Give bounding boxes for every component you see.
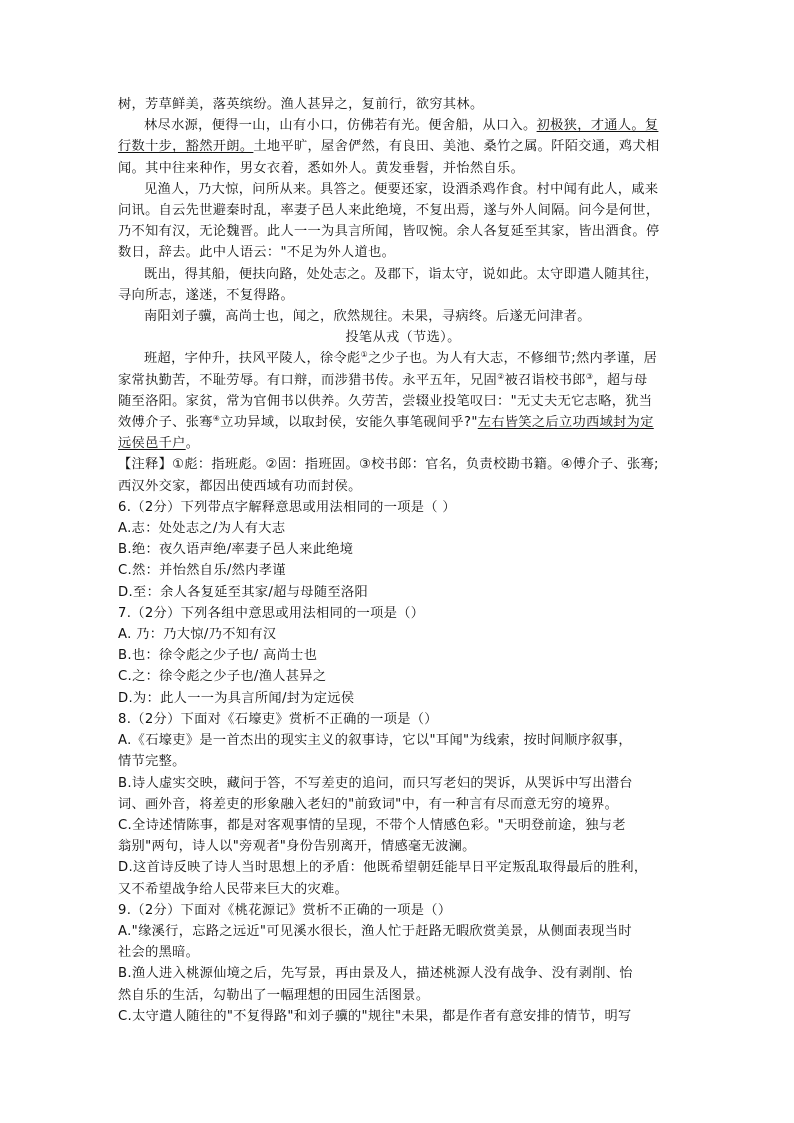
- document-page: [118, 94, 688, 1027]
- text-line: [118, 391, 688, 412]
- text-line: [118, 433, 688, 454]
- text-span: 寻向所志，遂迷，不复得路。: [118, 287, 294, 303]
- text-line: [118, 158, 688, 179]
- question-line: 9.（2分）下面对《桃花源记》赏析不正确的一项是（）: [118, 902, 452, 918]
- text-span: 林尽水源，便得一山，山有小口，仿佛若有光。便舍船，从口入。: [144, 118, 537, 134]
- question-line: B.也：徐令彪之少子也/ 高尚士也: [118, 648, 318, 664]
- text-span: ，超与母: [593, 372, 648, 388]
- text-line: [118, 370, 688, 391]
- text-span: 数日，辞去。此中人语云："不足为外人道也。: [118, 245, 396, 261]
- footnote-marker: ②: [497, 371, 505, 381]
- text-span: 。: [185, 436, 200, 452]
- text-span: 既出，得其船，便扶向路，处处志之。及郡下，诣太守，说如此。太守即遣人随其往，: [144, 266, 659, 282]
- question-line: C.之：徐令彪之少子也/渔人甚异之: [118, 669, 327, 685]
- question-line: 翁别"两句，诗人以"旁观者"身份告别离开，情感毫无波澜。: [118, 839, 476, 855]
- text-span: 南阳刘子骥，高尚士也，闻之，欣然规往。未果，寻病终。后遂无问津者。: [144, 309, 591, 325]
- footnote-marker: ④: [212, 414, 221, 424]
- question-line: 7.（2分）下列各组中意思或用法相同的一项是（）: [118, 605, 425, 621]
- question-line: 情节完整。: [118, 754, 186, 770]
- text-span: 乃不知有汉，无论魏晋。此人一一为具言所闻，皆叹惋。余人各复延至其家，皆出酒食。停: [118, 224, 660, 240]
- text-line: [118, 221, 688, 242]
- question-line: D.这首诗反映了诗人当时思想上的矛盾：他既希望朝廷能早日平定叛乱取得最后的胜利，: [118, 860, 648, 876]
- text-line: [118, 179, 688, 200]
- note-line: 西汉外交家，都因出使西域有功而封侯。: [118, 478, 362, 494]
- text-span: 之少子也。为人有大志，不修细节;然内孝谨，居: [368, 351, 658, 367]
- text-line: [118, 200, 688, 221]
- question-line: B.渔人进入桃源仙境之后，先写景，再由景及人，描述桃源人没有战争、没有剥削、怡: [118, 966, 633, 982]
- text-span: 被召诣校书郎: [504, 372, 586, 388]
- question-line: 词、画外音，将差吏的形象融入老妇的"前致词"中，有一种言有尽而意无穷的境界。: [118, 796, 619, 812]
- question-line: 然自乐的生活，勾勒出了一幅理想的田园生活图景。: [118, 987, 430, 1003]
- question-line: C.太守遣人随往的"不复得路"和刘子骥的"规往"未果，都是作者有意安排的情节，明写: [118, 1008, 632, 1024]
- question-line: C.然：并怡然自乐/然内孝谨: [118, 563, 286, 579]
- text-span: 班超，字仲升，扶风平陵人，徐令彪: [144, 351, 361, 367]
- text-span: 立功异域，以取封侯，安能久事笔砚间乎?": [220, 415, 478, 431]
- text-line: [118, 264, 688, 285]
- footnote-marker: ①: [360, 350, 369, 360]
- text-span: 见渔人，乃大惊，问所从来。具答之。便要还家，设酒杀鸡作食。村中闻有此人，咸来: [144, 181, 659, 197]
- question-line: 8.（2分）下面对《石壕吏》赏析不正确的一项是（）: [118, 711, 438, 727]
- question-line: B.诗人虚实交映，藏问于答，不写差吏的追问，而只写老妇的哭诉，从哭诉中写出潜台: [118, 775, 633, 791]
- question-list: [118, 497, 688, 1027]
- passage-toubicongrong: [118, 348, 688, 454]
- question-line: B.绝：夜久语声绝/率妻子邑人来此绝境: [118, 542, 354, 558]
- text-line: [118, 348, 688, 369]
- passage-taohuayuanji: [118, 94, 688, 327]
- underlined-sentence: 行数十步，豁然开朗。: [118, 139, 254, 155]
- question-line: D.为：此人一一为具言所闻/封为定远侯: [118, 690, 355, 706]
- annotation-notes: [118, 454, 688, 496]
- text-span: 土地平旷，屋舍俨然，有良田、美池、桑竹之属。阡陌交通，鸡犬相: [253, 139, 660, 155]
- underlined-sentence: 初极狭，才通人。复: [536, 118, 659, 134]
- note-line: 【注释】①彪：指班彪。②固：指班固。③校书郎：官名，负责校勘书籍。④傅介子、张骞;: [118, 457, 659, 473]
- text-span: 问讯。自云先世避秦时乱，率妻子邑人来此绝境，不复出焉，遂与外人间隔。问今是何世，: [118, 203, 660, 219]
- text-span: 闻。其中往来种作，男女衣着，悉如外人。黄发垂髫，并怡然自乐。: [118, 160, 525, 176]
- text-line: [118, 285, 688, 306]
- question-line: A. 乃：乃大惊/乃不知有汉: [118, 627, 277, 643]
- text-span: 树，芳草鲜美，落英缤纷。渔人甚异之，复前行，欲穷其林。: [118, 97, 484, 112]
- text-line: [118, 242, 688, 263]
- question-line: 又不希望战争给人民带来巨大的灾难。: [118, 881, 349, 897]
- question-line: C.全诗述情陈事，都是对客观事情的呈现，不带个人情感色彩。"天明登前途，独与老: [118, 817, 626, 833]
- text-line: [118, 306, 688, 327]
- question-line: A.志：处处志之/为人有大志: [118, 521, 286, 537]
- text-span: 效傅介子、张骞: [118, 415, 213, 431]
- text-line: [118, 412, 688, 433]
- question-line: A.《石壕吏》是一首杰出的现实主义的叙事诗，它以"耳闻"为线索，按时间顺序叙事，: [118, 733, 632, 749]
- text-line: [118, 136, 688, 157]
- underlined-sentence: 远侯邑千户: [118, 436, 186, 452]
- text-line: [118, 94, 688, 115]
- question-line: 社会的黑暗。: [118, 945, 200, 961]
- footnote-marker: ③: [585, 371, 594, 381]
- underlined-sentence: 左右皆笑之后立功西域封为定: [477, 415, 654, 431]
- text-span: 家常执勤苦，不耻劳辱。有口辩，而涉猎书传。永平五年，兄固: [118, 372, 498, 388]
- passage-title: 投笔从戎（节选）。: [345, 330, 461, 346]
- question-line: D.至：余人各复延至其家/超与母随至洛阳: [118, 584, 368, 600]
- question-line: 6.（2分）下列带点字解释意思或用法相同的一项是（ ）: [118, 499, 456, 515]
- text-span: 随至洛阳。家贫，常为官佣书以供养。久劳苦，尝辍业投笔叹曰："无丈夫无它志略，犹当: [118, 393, 653, 409]
- text-line: [118, 115, 688, 136]
- question-line: A."缘溪行，忘路之远近"可见溪水很长，渔人忙于赶路无暇欣赏美景，从侧面表现当时: [118, 923, 632, 939]
